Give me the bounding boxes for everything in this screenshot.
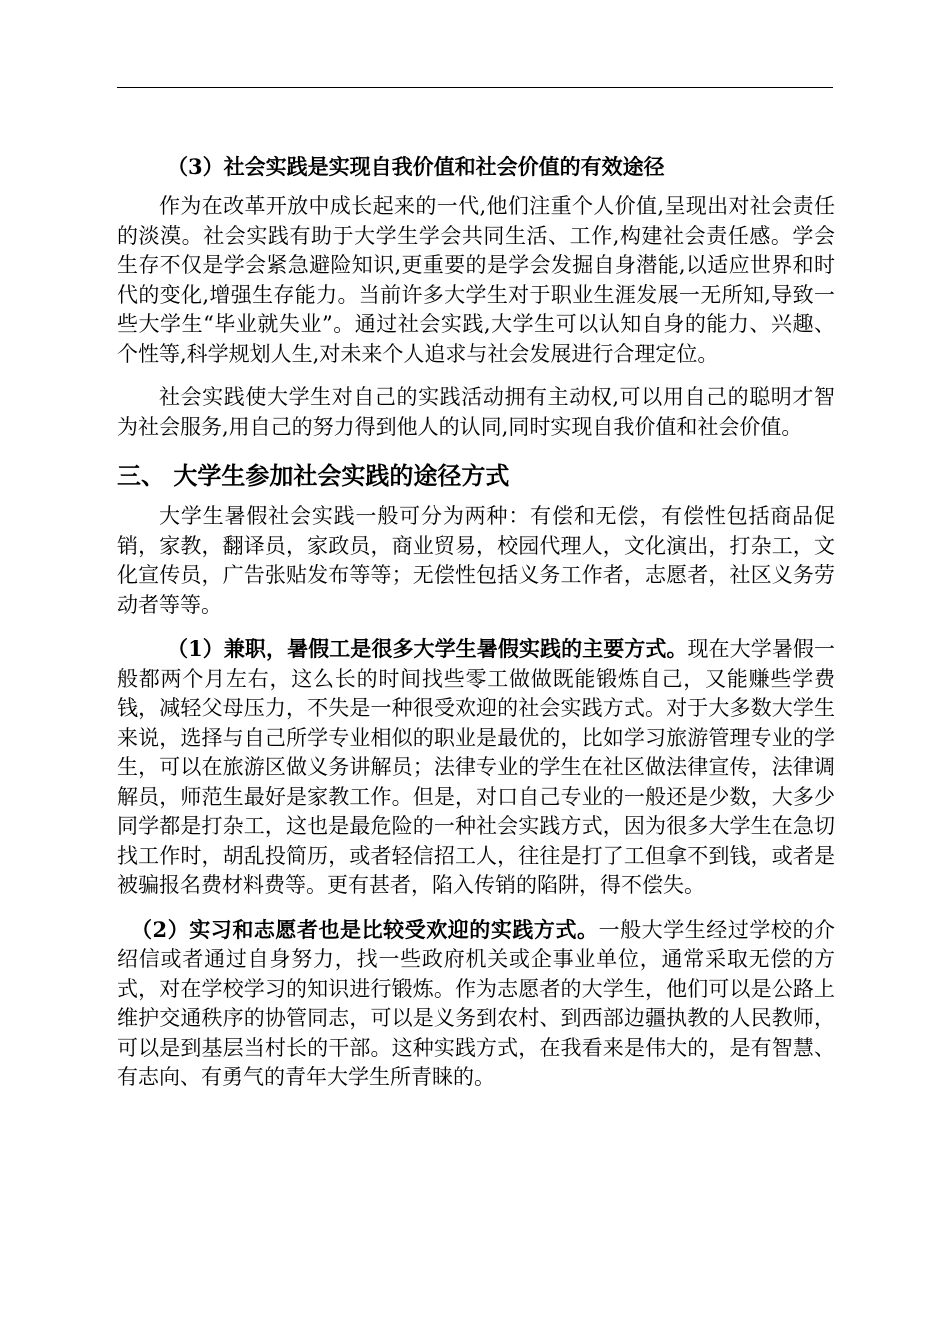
document-body xyxy=(117,150,835,1107)
paragraph-1: 作为在改革开放中成长起来的一代,他们注重个人价值,呈现出对社会责任的淡漠。社会实践有助于大学生学会共同生活、工作,构建社会责任感。学会生存不仅是学会紧急避险知识,更重要的是学会发掘自身潜能,以适应世界和时代的变化,增强生存能力。当前许多大学生对于职业生涯发展一无所知,导致一些大学生“毕业就失业”。通过社会实践,大学生可以认知自身的能力、兴趣、个性等,科学规划人生,对未来个人追求与社会发展进行合理定位。 xyxy=(117,194,835,366)
item-1-body: 现在大学暑假一般都两个月左右，这么长的时间找些零工做做既能锻炼自己，又能赚些学费钱，减轻父母压力，不失是一种很受欢迎的社会实践方式。对于大多数大学生来说，选择与自己所学专业相似的职业是最优的，比如学习旅游管理专业的学生，可以在旅游区做义务讲解员；法律专业的学生在社区做法律宣传，法律调解员，师范生最好是家教工作。但是，对口自己专业的一般还是少数，大多少同学都是打杂工，这也是最危险的一种社会实践方式，因为很多大学生在急切找工作时，胡乱投简历，或者轻信招工人，往往是打了工但拿不到钱，或者是被骗报名费材料费等。更有甚者，陷入传销的陷阱，得不偿失。 xyxy=(117,637,835,897)
item-1-lead: （1）兼职，暑假工是很多大学生暑假实践的主要方式。 xyxy=(167,636,688,661)
section-subheading: （3）社会实践是实现自我价值和社会价值的有效途径 xyxy=(167,154,665,179)
header-rule xyxy=(117,87,833,88)
section-heading: 三、 大学生参加社会实践的途径方式 xyxy=(117,462,510,490)
paragraph-2: 社会实践使大学生对自己的实践活动拥有主动权,可以用自己的聪明才智为社会服务,用自己的努力得到他人的认同,同时实现自我价值和社会价值。 xyxy=(117,385,835,439)
item-2-paragraph xyxy=(117,915,835,1093)
item-2-body: 一般大学生经过学校的介绍信或者通过自身努力，找一些政府机关或企事业单位，通常采取无偿的方式，对在学校学习的知识进行锻炼。作为志愿者的大学生，他们可以是公路上维护交通秩序的协管同志，可以是义务到农村、到西部边疆执教的人民教师，可以是到基层当村长的干部。这种实践方式，在我看来是伟大的，是有智慧、有志向、有勇气的青年大学生所青睐的。 xyxy=(117,917,835,1089)
item-2-lead: （2）实习和志愿者也是比较受欢迎的实践方式。 xyxy=(131,916,599,942)
paragraph-3: 大学生暑假社会实践一般可分为两种：有偿和无偿，有偿性包括商品促销，家教，翻译员，家政员，商业贸易，校园代理人，文化演出，打杂工，文化宣传员，广告张贴发布等等；无偿性包括义务工作者，志愿者，社区义务劳动者等等。 xyxy=(117,504,835,617)
item-1-paragraph xyxy=(117,634,835,901)
